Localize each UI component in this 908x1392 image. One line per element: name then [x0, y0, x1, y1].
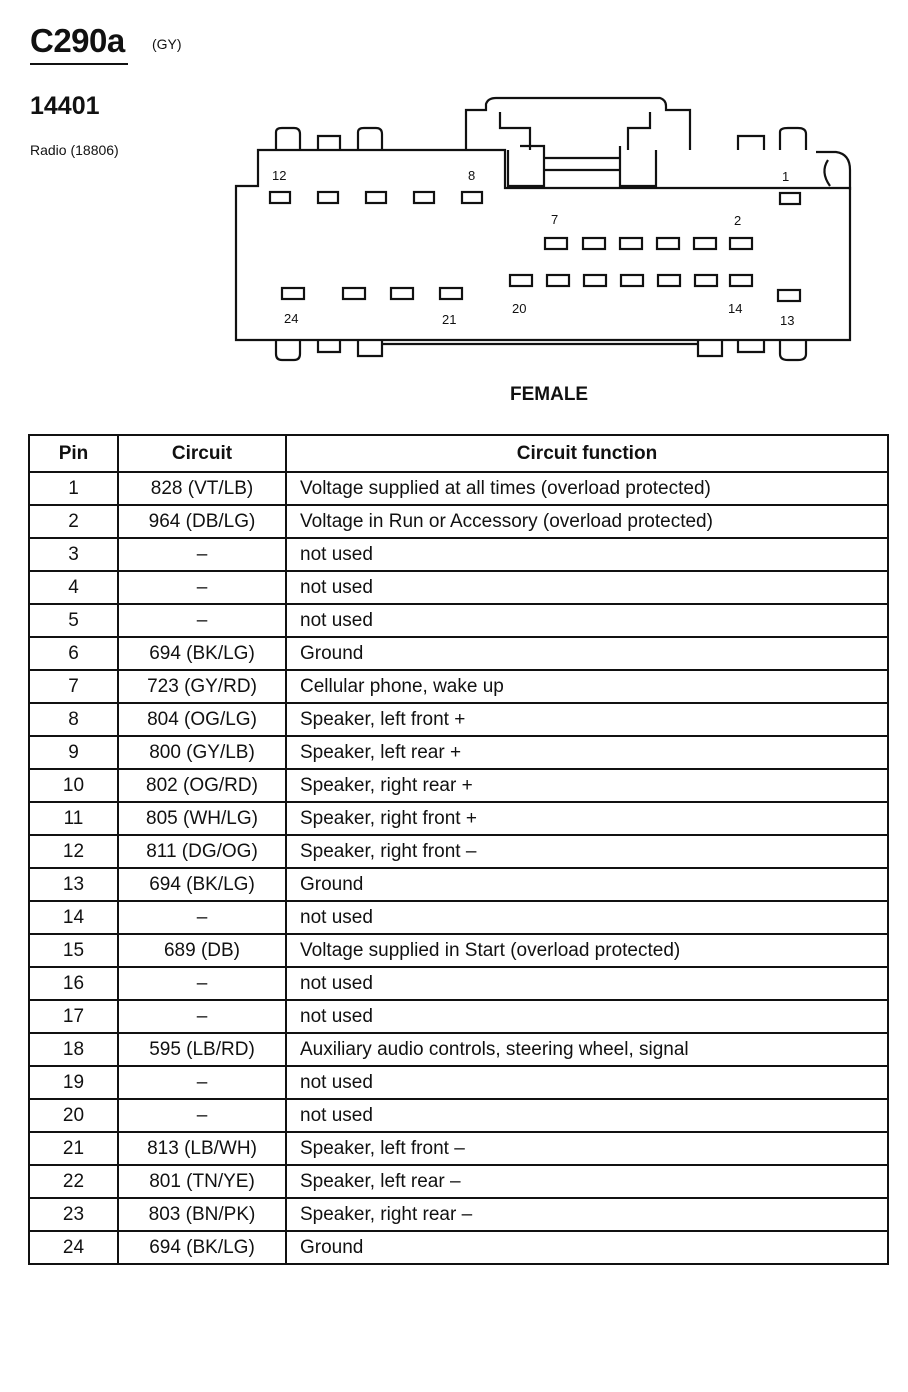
pin-cell: 22 — [29, 1165, 118, 1198]
pin-cavity — [658, 275, 680, 286]
top-tab — [780, 128, 806, 150]
table-row — [29, 868, 888, 901]
circuit-cell: – — [118, 538, 286, 571]
pin-cavity — [270, 192, 290, 203]
circuit-cell: – — [118, 901, 286, 934]
circuit-cell: 964 (DB/LG) — [118, 505, 286, 538]
function-cell: Ground — [286, 868, 888, 901]
circuit-cell: 694 (BK/LG) — [118, 1231, 286, 1264]
pin-cavity — [366, 192, 386, 203]
side-clip — [816, 152, 850, 190]
table-row — [29, 703, 888, 736]
pinout-table — [28, 434, 889, 1265]
pin-cavity — [343, 288, 365, 299]
circuit-cell: 813 (LB/WH) — [118, 1132, 286, 1165]
pin-label: 21 — [442, 312, 457, 327]
function-cell: Speaker, right front + — [286, 802, 888, 835]
pin-cell: 16 — [29, 967, 118, 1000]
top-tab — [738, 136, 764, 150]
circuit-cell: 811 (DG/OG) — [118, 835, 286, 868]
function-cell: not used — [286, 1099, 888, 1132]
pin-cell: 7 — [29, 670, 118, 703]
circuit-cell: 804 (OG/LG) — [118, 703, 286, 736]
pin-cavity — [282, 288, 304, 299]
bottom-tab — [358, 340, 382, 356]
pin-cavity — [391, 288, 413, 299]
circuit-cell: – — [118, 1000, 286, 1033]
table-row — [29, 835, 888, 868]
lock-latch — [508, 146, 544, 186]
table-row — [29, 769, 888, 802]
pin-label: 2 — [734, 213, 742, 228]
pin-cell: 2 — [29, 505, 118, 538]
table-header-row — [29, 435, 888, 472]
pin-cavity — [621, 275, 643, 286]
pin-cell: 6 — [29, 637, 118, 670]
function-cell: Speaker, right rear + — [286, 769, 888, 802]
circuit-cell: 689 (DB) — [118, 934, 286, 967]
circuit-cell: – — [118, 1099, 286, 1132]
lock-latch — [620, 146, 656, 186]
circuit-cell: 805 (WH/LG) — [118, 802, 286, 835]
table-row — [29, 571, 888, 604]
table-row — [29, 472, 888, 505]
table-row — [29, 901, 888, 934]
function-cell: not used — [286, 538, 888, 571]
circuit-cell: – — [118, 1066, 286, 1099]
bottom-tab — [698, 340, 722, 356]
circuit-cell: 723 (GY/RD) — [118, 670, 286, 703]
pin-cell: 4 — [29, 571, 118, 604]
function-cell: Speaker, left front – — [286, 1132, 888, 1165]
table-row — [29, 1231, 888, 1264]
bottom-tab — [318, 340, 340, 352]
function-cell: Ground — [286, 1231, 888, 1264]
table-row — [29, 1000, 888, 1033]
function-cell: Cellular phone, wake up — [286, 670, 888, 703]
circuit-cell: 828 (VT/LB) — [118, 472, 286, 505]
connector-color: (GY) — [152, 36, 182, 52]
function-cell: not used — [286, 571, 888, 604]
circuit-cell: – — [118, 967, 286, 1000]
circuit-cell: 802 (OG/RD) — [118, 769, 286, 802]
table-row — [29, 1066, 888, 1099]
lock-frame — [500, 112, 530, 150]
pin-cavity — [584, 275, 606, 286]
top-tab — [318, 136, 340, 150]
table-row — [29, 802, 888, 835]
connector-id: C290a — [30, 22, 125, 59]
bottom-tab — [738, 340, 764, 352]
circuit-cell: 803 (BN/PK) — [118, 1198, 286, 1231]
component-name: Radio (18806) — [30, 142, 119, 158]
pin-cell: 21 — [29, 1132, 118, 1165]
pin-cavity — [657, 238, 679, 249]
function-cell: not used — [286, 1066, 888, 1099]
pin-cell: 12 — [29, 835, 118, 868]
pin-label: 8 — [468, 168, 476, 183]
table-row — [29, 1099, 888, 1132]
function-cell: Speaker, left rear + — [286, 736, 888, 769]
pin-cavity — [780, 193, 800, 204]
table-row — [29, 1033, 888, 1066]
pin-cell: 8 — [29, 703, 118, 736]
pin-cell: 24 — [29, 1231, 118, 1264]
pin-cavity — [730, 275, 752, 286]
function-cell: not used — [286, 967, 888, 1000]
function-cell: Voltage in Run or Accessory (overload protected) — [286, 505, 888, 538]
pin-cavity — [462, 192, 482, 203]
pin-label: 24 — [284, 311, 299, 326]
pin-label: 13 — [780, 313, 795, 328]
table-row — [29, 670, 888, 703]
table-row — [29, 1198, 888, 1231]
pin-cell: 19 — [29, 1066, 118, 1099]
pin-label: 14 — [728, 301, 743, 316]
pin-label: 20 — [512, 301, 527, 316]
top-tab — [276, 128, 300, 150]
table-row — [29, 736, 888, 769]
circuit-cell: 595 (LB/RD) — [118, 1033, 286, 1066]
pin-cell: 9 — [29, 736, 118, 769]
pin-cell: 3 — [29, 538, 118, 571]
pinout-table-body — [29, 472, 888, 1264]
function-cell: Ground — [286, 637, 888, 670]
table-row — [29, 637, 888, 670]
pin-cell: 14 — [29, 901, 118, 934]
function-cell: Speaker, right front – — [286, 835, 888, 868]
pin-cavity — [583, 238, 605, 249]
circuit-cell: 800 (GY/LB) — [118, 736, 286, 769]
column-header-function: Circuit function — [286, 435, 888, 472]
circuit-cell: – — [118, 571, 286, 604]
pin-cavity — [695, 275, 717, 286]
connector-face-diagram — [0, 0, 908, 370]
pin-cavity — [545, 238, 567, 249]
pin-cell: 18 — [29, 1033, 118, 1066]
circuit-cell: 801 (TN/YE) — [118, 1165, 286, 1198]
pin-cell: 20 — [29, 1099, 118, 1132]
table-row — [29, 505, 888, 538]
function-cell: Speaker, right rear – — [286, 1198, 888, 1231]
pin-cavity — [694, 238, 716, 249]
pin-cell: 1 — [29, 472, 118, 505]
circuit-cell: 694 (BK/LG) — [118, 868, 286, 901]
pin-cavity — [318, 192, 338, 203]
pin-cavity — [414, 192, 434, 203]
pin-cell: 13 — [29, 868, 118, 901]
column-header-circuit: Circuit — [118, 435, 286, 472]
pin-label: 7 — [551, 212, 559, 227]
function-cell: not used — [286, 604, 888, 637]
function-cell: not used — [286, 1000, 888, 1033]
function-cell: Speaker, left front + — [286, 703, 888, 736]
function-cell: Voltage supplied in Start (overload protected) — [286, 934, 888, 967]
pin-cavity — [730, 238, 752, 249]
table-row — [29, 1132, 888, 1165]
lock-frame — [628, 112, 650, 150]
table-row — [29, 1165, 888, 1198]
pin-cell: 23 — [29, 1198, 118, 1231]
table-row — [29, 538, 888, 571]
pin-cavity — [778, 290, 800, 301]
lock-bar — [544, 158, 620, 170]
circuit-cell: – — [118, 604, 286, 637]
bottom-tab — [780, 340, 806, 360]
table-row — [29, 967, 888, 1000]
pin-cell: 17 — [29, 1000, 118, 1033]
circuit-cell: 694 (BK/LG) — [118, 637, 286, 670]
part-number: 14401 — [30, 92, 100, 120]
function-cell: Speaker, left rear – — [286, 1165, 888, 1198]
table-row — [29, 604, 888, 637]
pin-cavity — [510, 275, 532, 286]
bottom-tab — [276, 340, 300, 360]
pin-cavity — [620, 238, 642, 249]
function-cell: Auxiliary audio controls, steering wheel, signal — [286, 1033, 888, 1066]
table-row — [29, 934, 888, 967]
pin-cavity — [440, 288, 462, 299]
pin-label: 12 — [272, 168, 287, 183]
pin-cell: 15 — [29, 934, 118, 967]
function-cell: Voltage supplied at all times (overload protected) — [286, 472, 888, 505]
top-tab — [358, 128, 382, 150]
pin-cell: 5 — [29, 604, 118, 637]
pin-label: 1 — [782, 169, 790, 184]
pin-cell: 10 — [29, 769, 118, 802]
pin-cavity — [547, 275, 569, 286]
pin-cell: 11 — [29, 802, 118, 835]
column-header-pin: Pin — [29, 435, 118, 472]
function-cell: not used — [286, 901, 888, 934]
connector-gender-label: FEMALE — [510, 384, 589, 405]
